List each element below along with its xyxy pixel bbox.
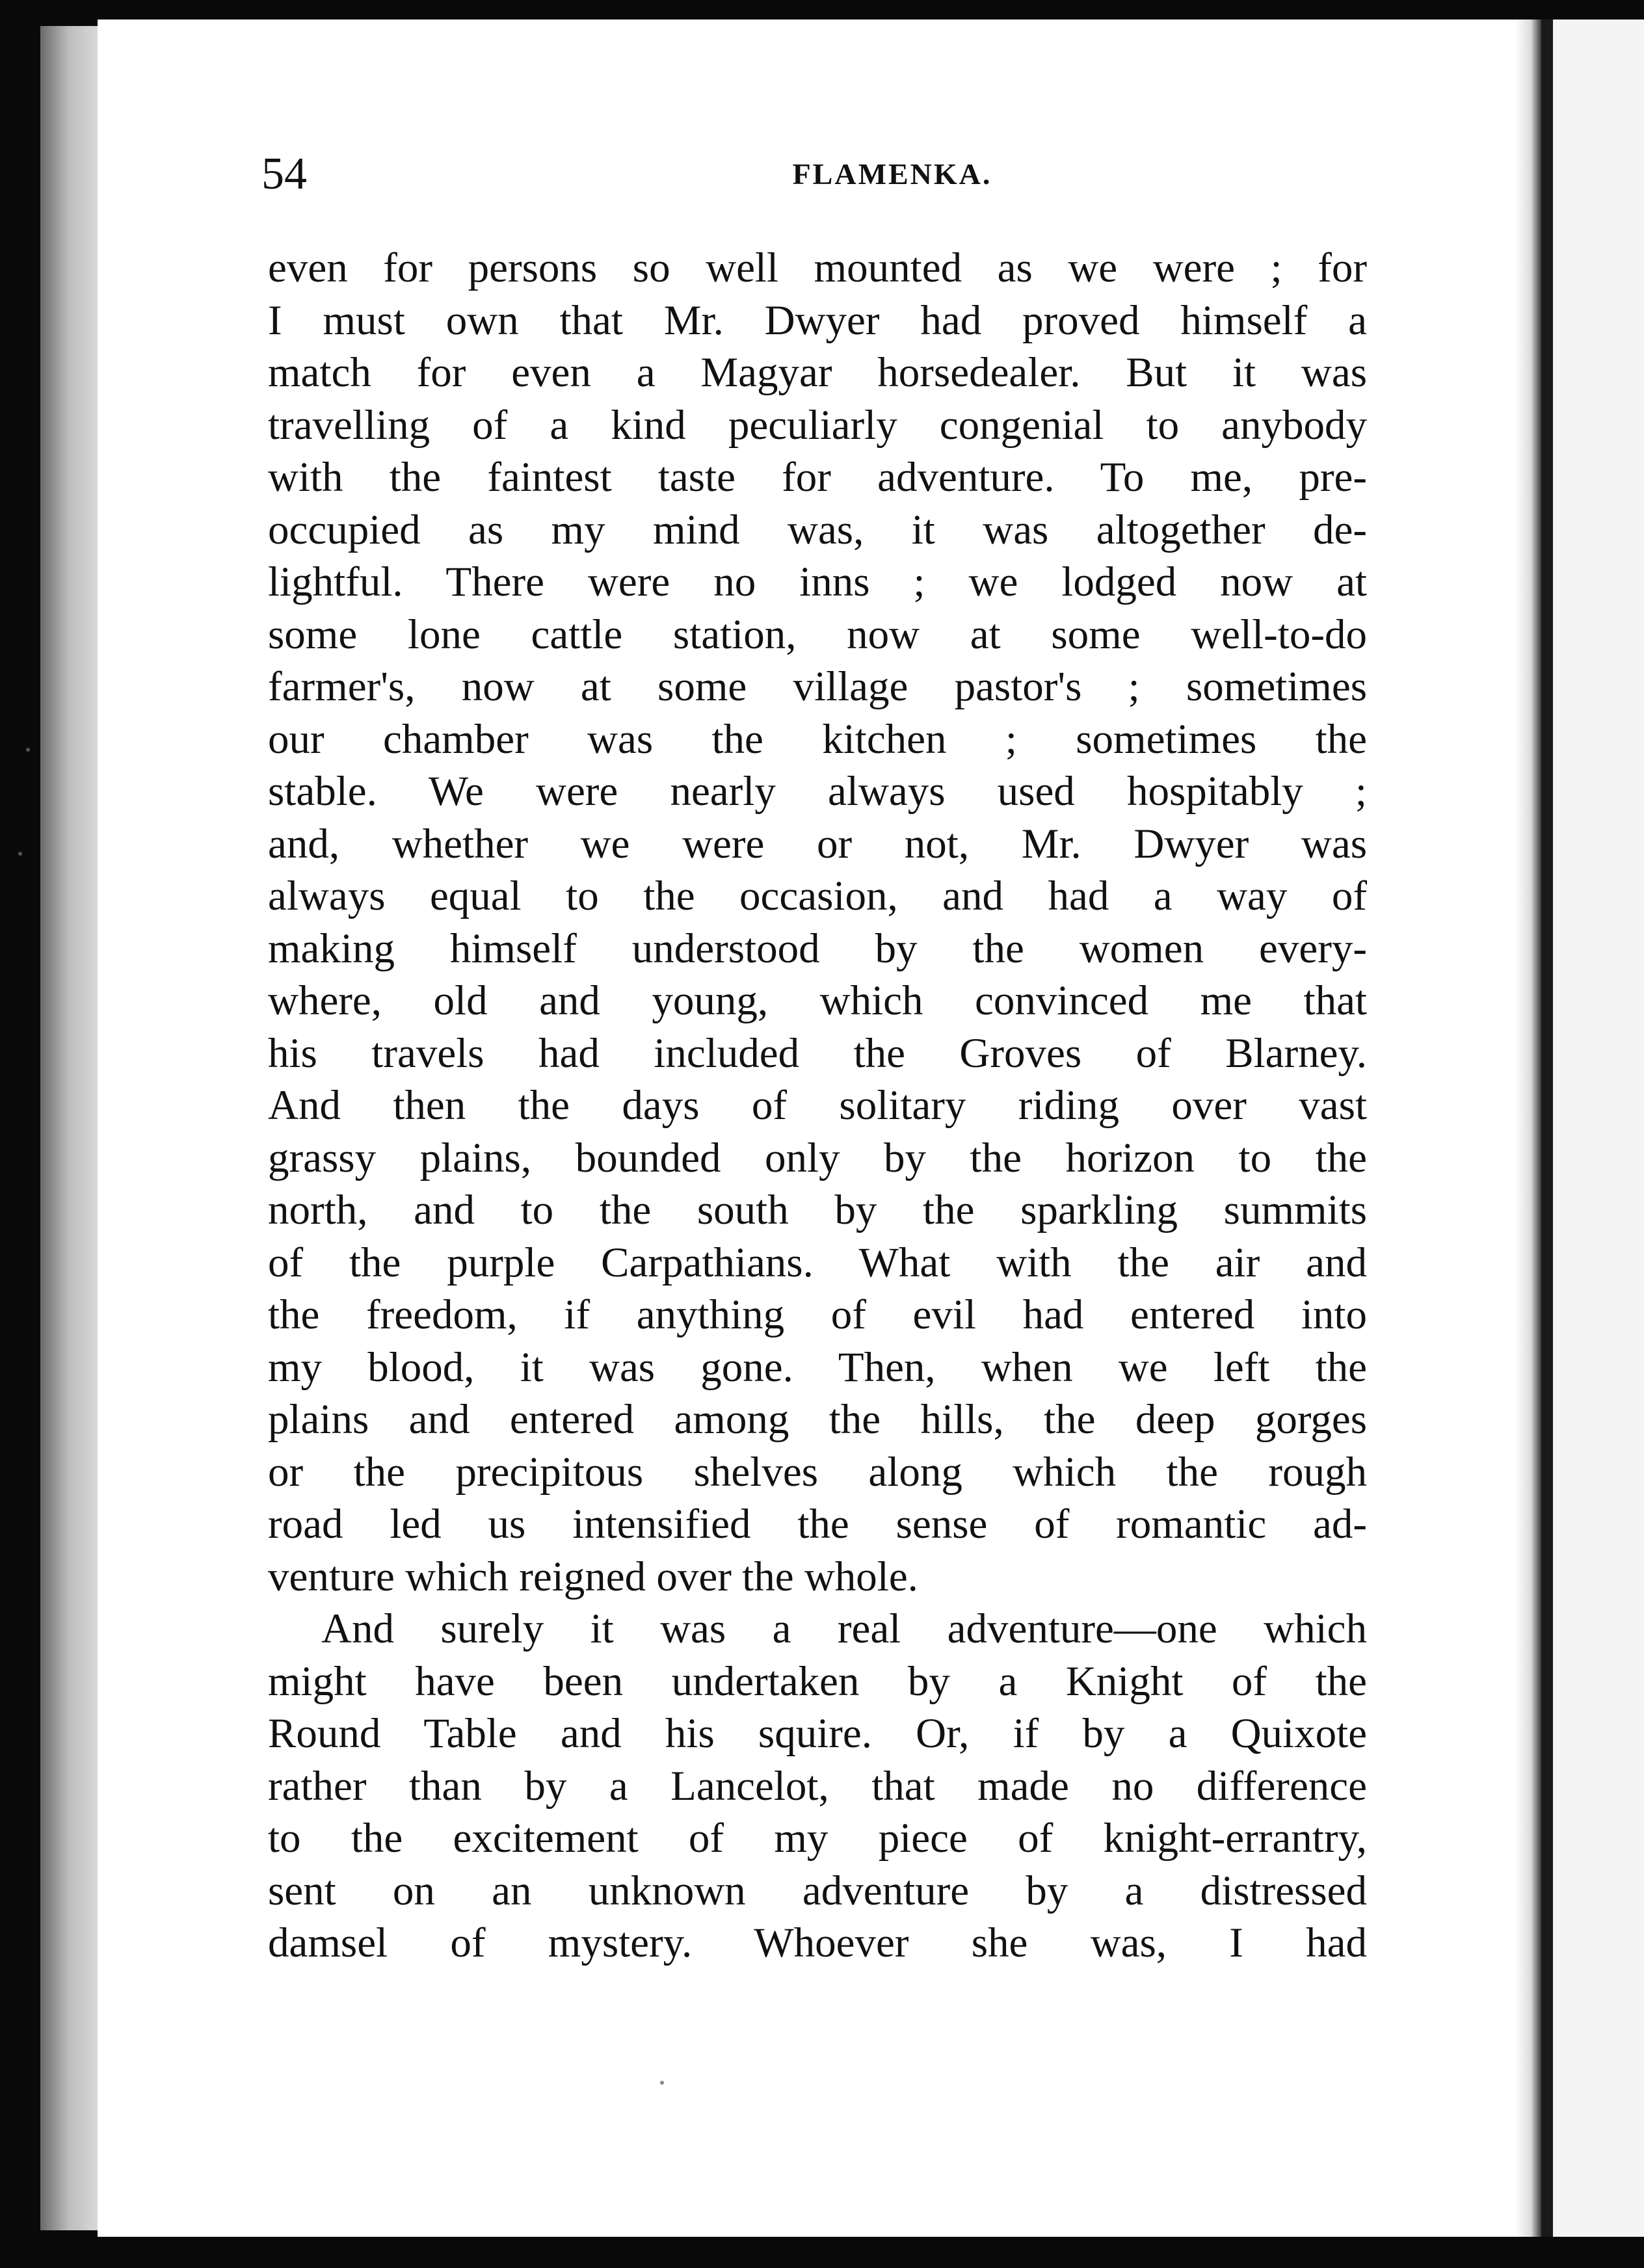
- facing-page-edge: [1541, 20, 1644, 2237]
- text-line: where, old and young, which convinced me that: [268, 977, 1367, 1024]
- text-line: damsel of mystery. Whoever she was, I had: [268, 1919, 1367, 1966]
- text-line: stable. We were nearly always used hospitably ;: [268, 768, 1367, 815]
- text-line: grassy plains, bounded only by the horizon to the: [268, 1134, 1367, 1181]
- text-line: plains and entered among the hills, the deep gorges: [268, 1396, 1367, 1443]
- text-line: rather than by a Lancelot, that made no difference: [268, 1762, 1367, 1810]
- text-line: to the excitement of my piece of knight-errantry,: [268, 1815, 1367, 1862]
- speck: [660, 2081, 664, 2085]
- text-line: farmer's, now at some village pastor's ; sometimes: [268, 663, 1367, 710]
- running-head: [261, 143, 1367, 202]
- text-line: and, whether we were or not, Mr. Dwyer was: [268, 820, 1367, 867]
- text-line-paragraph-end: venture which reigned over the whole.: [268, 1553, 918, 1600]
- body-text: [268, 242, 1367, 1970]
- text-line: my blood, it was gone. Then, when we left the: [268, 1343, 1367, 1391]
- running-title: FLAMENKA.: [792, 157, 992, 191]
- text-line: north, and to the south by the sparkling summits: [268, 1187, 1367, 1233]
- text-line: match for even a Magyar horsedealer. But it was: [268, 349, 1367, 396]
- text-line: even for persons so well mounted as we were ; for: [268, 244, 1367, 291]
- text-line: of the purple Carpathians. What with the air and: [268, 1239, 1367, 1286]
- text-line: always equal to the occasion, and had a way of: [268, 873, 1367, 919]
- text-line: with the faintest taste for adventure. To me, pre-: [268, 454, 1367, 501]
- text-line: or the precipitous shelves along which the rough: [268, 1448, 1367, 1496]
- text-line: the freedom, if anything of evil had entered into: [268, 1291, 1367, 1338]
- text-line: I must own that Mr. Dwyer had proved himself a: [268, 297, 1367, 344]
- text-line: Round Table and his squire. Or, if by a Quixote: [268, 1710, 1367, 1757]
- text-line: making himself understood by the women every-: [268, 925, 1367, 972]
- speck: [26, 748, 30, 752]
- text-line: travelling of a kind peculiarly congenial to anybody: [268, 401, 1367, 449]
- page-number: 54: [261, 149, 307, 199]
- text-line: might have been undertaken by a Knight of the: [268, 1657, 1367, 1705]
- book-gutter: [1515, 20, 1541, 2237]
- text-line: sent on an unknown adventure by a distressed: [268, 1867, 1367, 1914]
- text-line: road led us intensified the sense of romantic ad-: [268, 1501, 1367, 1548]
- text-line: some lone cattle station, now at some well-to-do: [268, 611, 1367, 658]
- speck: [18, 852, 22, 856]
- text-line: lightful. There were no inns ; we lodged now at: [268, 559, 1367, 605]
- text-line: And then the days of solitary riding over vast: [268, 1082, 1367, 1129]
- text-line: occupied as my mind was, it was altogether de-: [268, 506, 1367, 553]
- text-line: his travels had included the Groves of Blarney.: [268, 1029, 1367, 1077]
- text-line-paragraph-start: And surely it was a real adventure—one which: [321, 1605, 1367, 1652]
- text-line: our chamber was the kitchen ; sometimes the: [268, 715, 1367, 763]
